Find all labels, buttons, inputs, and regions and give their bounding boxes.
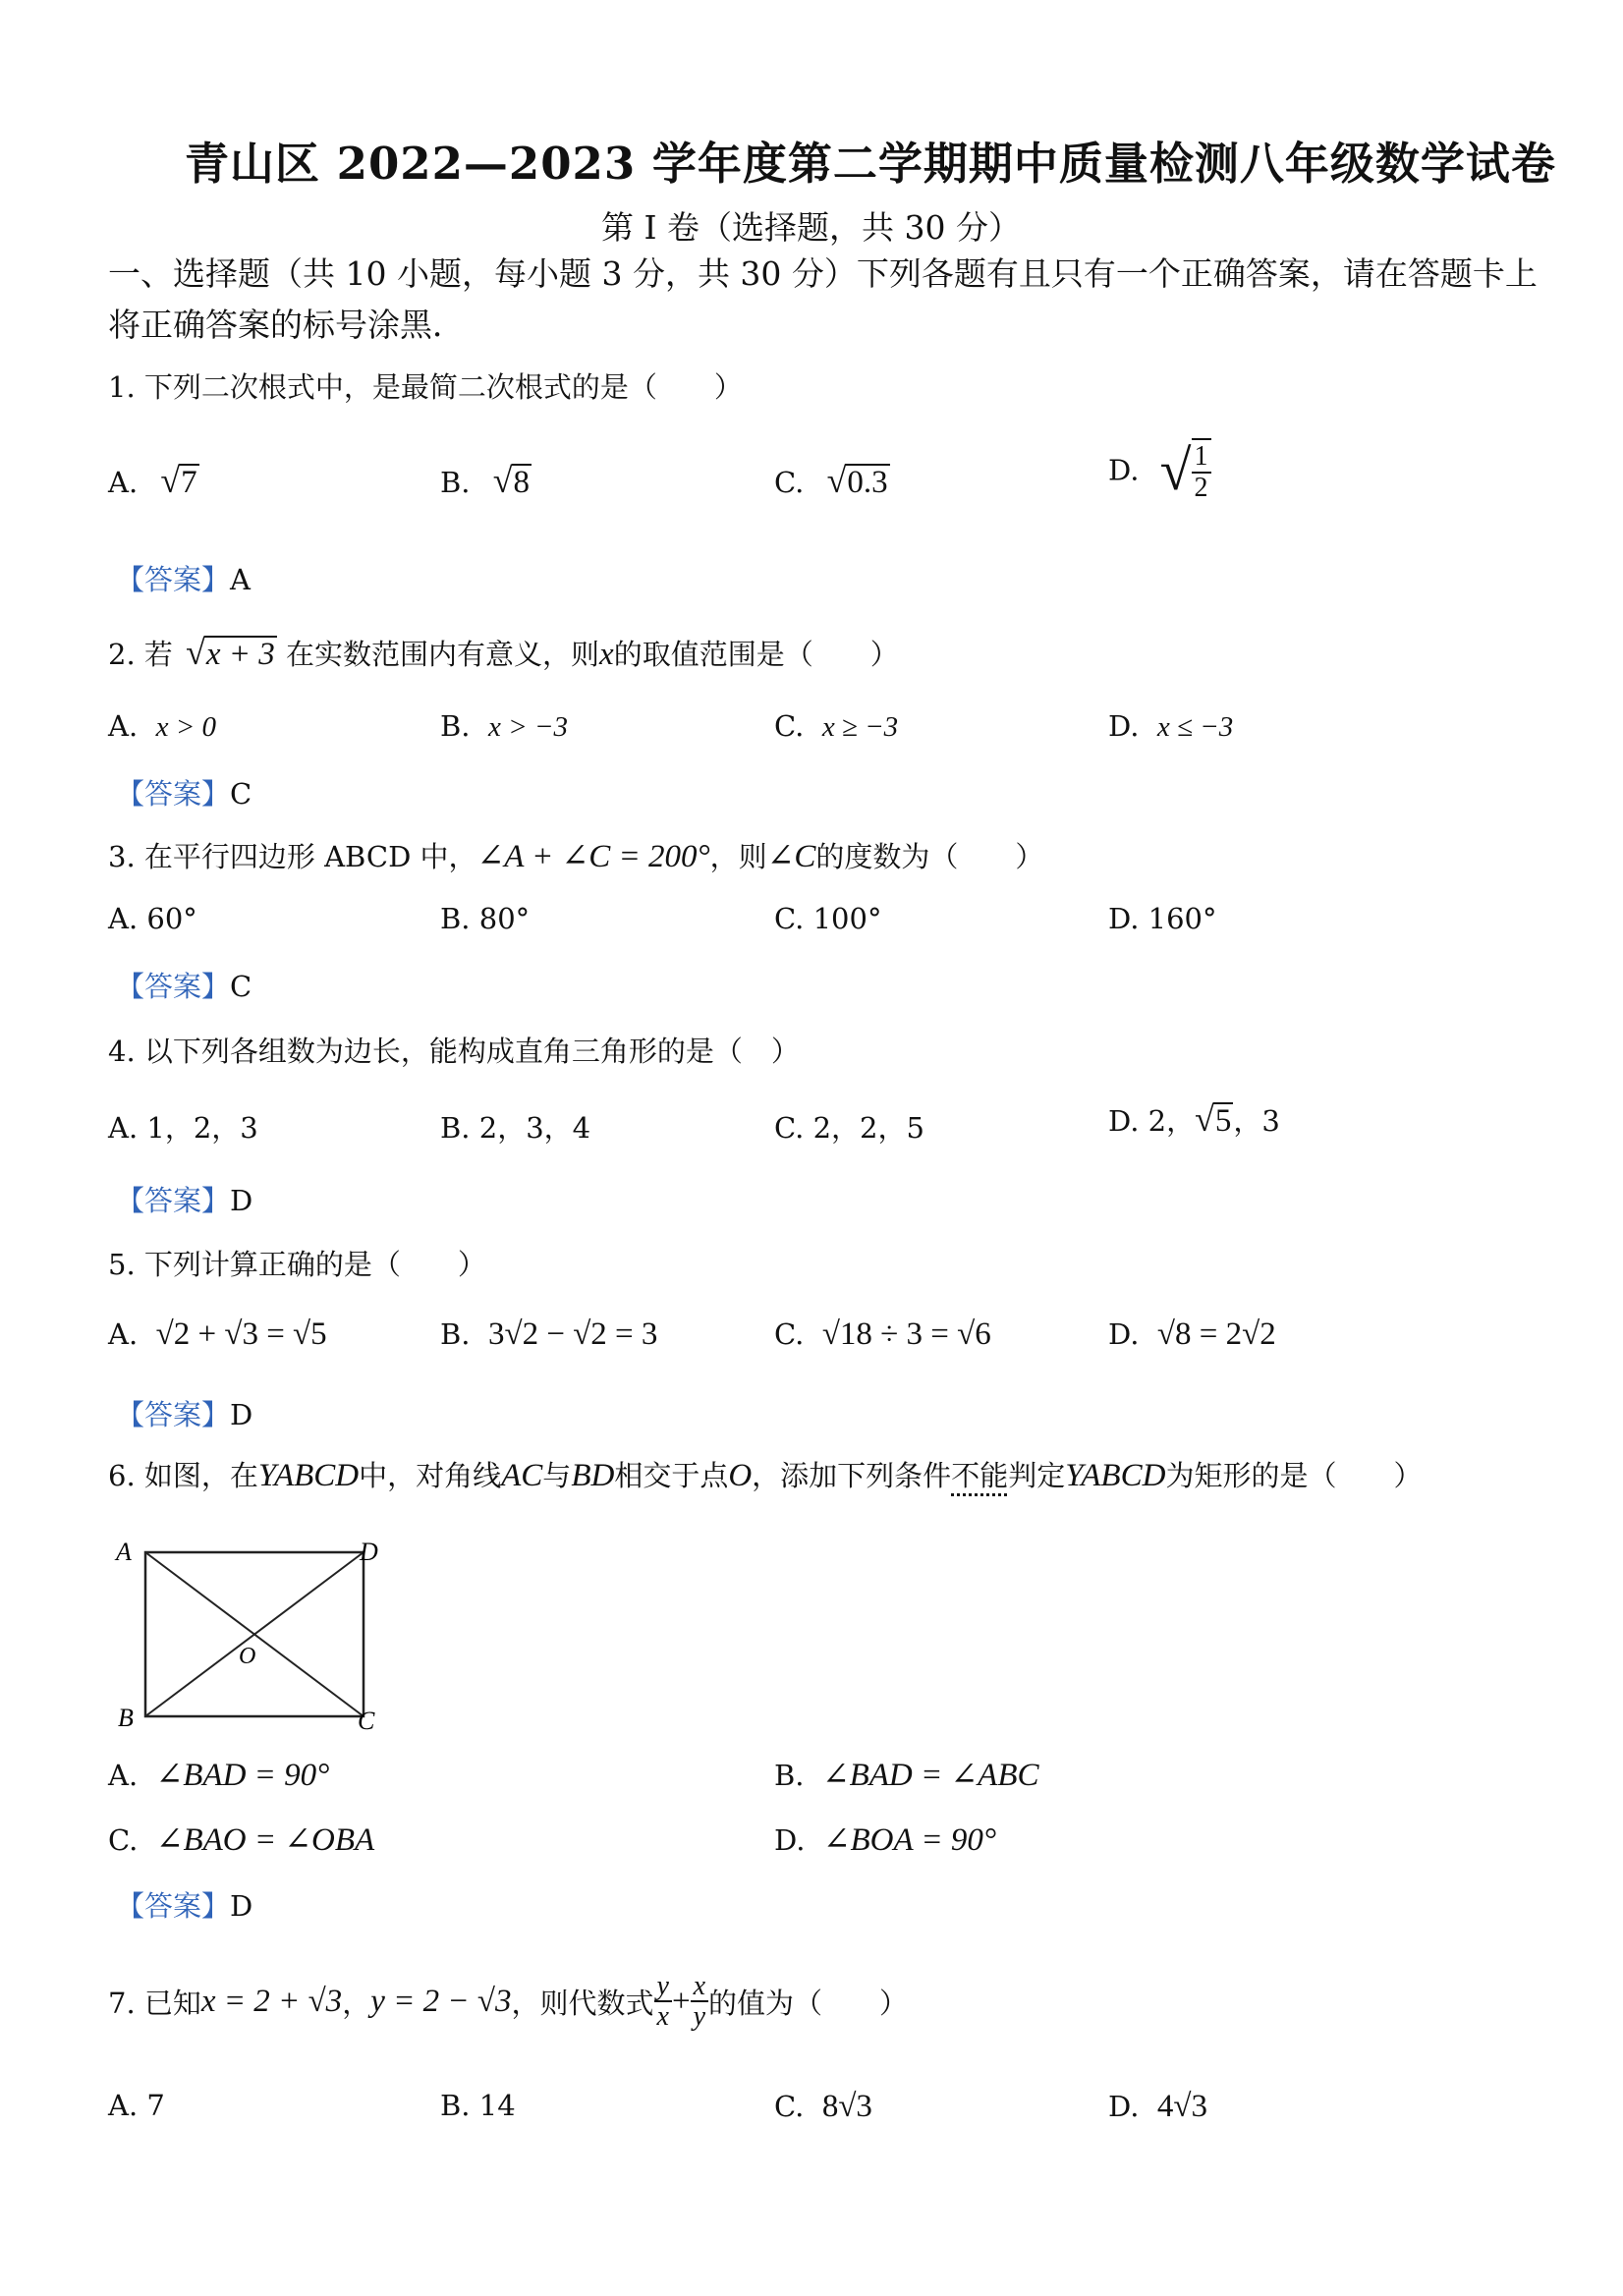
q2-option-c: C. x ≥ −3 — [774, 709, 899, 743]
radicand: x + 3 — [205, 637, 275, 672]
exam-subtitle: 第 I 卷（选择题，共 30 分） — [601, 208, 1021, 247]
q1-option-c: C. √0.3 — [774, 461, 888, 500]
q3-option-c: C. 100° — [774, 902, 882, 935]
q6-option-d: D. ∠BOA = 90° — [774, 1822, 997, 1858]
exam-title: 青山区 2022—2023 学年度第二学期期中质量检测八年级数学试卷 — [185, 138, 1556, 190]
q2-option-a: A. x > 0 — [108, 709, 217, 743]
radicand: 5 — [1214, 1103, 1232, 1139]
section-heading: 一、选择题（共 10 小题，每小题 3 分，共 30 分）下列各题有且只有一个正确答案，请在答题卡上将正确答案的标号涂黑． — [108, 254, 1538, 344]
question-5-stem: 5. 下列计算正确的是（ ） — [108, 1248, 486, 1281]
question-7-stem: 7. 已知x = 2 + √3，y = 2 − √3，则代数式 $\frac{y}{x}$ + $\frac{x}{y}$ 的值为（ ） — [108, 1971, 909, 2033]
q7-option-d: D. 4√3 — [1108, 2089, 1207, 2124]
option-letter: B. — [440, 466, 471, 499]
q1-option-d: D. √ $\frac{1}{2}$ — [1108, 437, 1211, 503]
radicand: 0.3 — [847, 465, 888, 500]
radicand: 7 — [181, 465, 197, 500]
label-b: B — [118, 1704, 134, 1732]
label-d: D — [360, 1538, 378, 1566]
q5-answer: 【答案】D — [116, 1398, 253, 1431]
q3-option-d: D. 160° — [1108, 902, 1217, 935]
q2-option-d: D. x ≤ −3 — [1108, 709, 1234, 743]
q4-option-c: C. 2，2，5 — [774, 1111, 924, 1145]
q2-answer: 【答案】C — [116, 777, 252, 811]
q4-option-d: D. 2，√5，3 — [1108, 1099, 1280, 1139]
question-3-stem: 3. 在平行四边形 ABCD 中，∠A + ∠C = 200°，则∠C的度数为（ ） — [108, 839, 1044, 874]
q4-option-b: B. 2，3，4 — [440, 1111, 591, 1145]
option-letter: C. — [774, 466, 805, 499]
fraction: $\frac{1}{2}$ — [1192, 442, 1211, 502]
q7-option-a: A. 7 — [108, 2089, 165, 2122]
q3-option-a: A. 60° — [108, 902, 197, 935]
question-6-stem: 6. 如图，在YABCD中，对角线AC与BD相交于点O，添加下列条件不能判定YABCD为矩形的是（ ） — [108, 1458, 1423, 1493]
q6-option-a: A. ∠BAD = 90° — [108, 1758, 330, 1793]
q1-option-a: A. √7 — [108, 461, 197, 500]
q5-option-b: B. 3√2 − √2 = 3 — [440, 1316, 658, 1352]
q4-answer: 【答案】D — [116, 1184, 253, 1217]
fraction-x-over-y: $\frac{x}{y}$ — [691, 1972, 708, 2032]
option-letter: A. — [108, 466, 139, 499]
q1-option-b: B. √8 — [440, 461, 531, 500]
q5-option-d: D. √8 = 2√2 — [1108, 1316, 1276, 1352]
q2-option-b: B. x > −3 — [440, 709, 568, 743]
label-a: A — [116, 1538, 132, 1566]
label-c: C — [358, 1707, 375, 1734]
q1-answer: 【答案】A — [116, 563, 251, 596]
q4-option-a: A. 1，2，3 — [108, 1111, 258, 1145]
q5-option-c: C. √18 ÷ 3 = √6 — [774, 1316, 991, 1352]
option-letter: D. — [1108, 453, 1140, 487]
question-4-stem: 4. 以下列各组数为边长，能构成直角三角形的是（ ） — [108, 1035, 800, 1068]
question-2-stem: 2. 若 √x + 3 在实数范围内有意义，则x的取值范围是（ ） — [108, 633, 899, 672]
rectangle-diagram — [108, 1528, 393, 1734]
q7-option-b: B. 14 — [440, 2089, 516, 2122]
q7-option-c: C. 8√3 — [774, 2089, 872, 2124]
q6-answer: 【答案】D — [116, 1889, 253, 1923]
q3-option-b: B. 80° — [440, 902, 531, 935]
q5-option-a: A. √2 + √3 = √5 — [108, 1316, 327, 1352]
question-1-stem: 1. 下列二次根式中，是最简二次根式的是（ ） — [108, 370, 743, 404]
radicand: 8 — [513, 465, 531, 500]
label-o: O — [239, 1644, 256, 1669]
q3-answer: 【答案】C — [116, 970, 252, 1003]
fraction-y-over-x: $\frac{y}{x}$ — [654, 1972, 672, 2032]
q6-option-c: C. ∠BAO = ∠OBA — [108, 1822, 375, 1858]
q6-option-b: B. ∠BAD = ∠ABC — [774, 1758, 1039, 1793]
